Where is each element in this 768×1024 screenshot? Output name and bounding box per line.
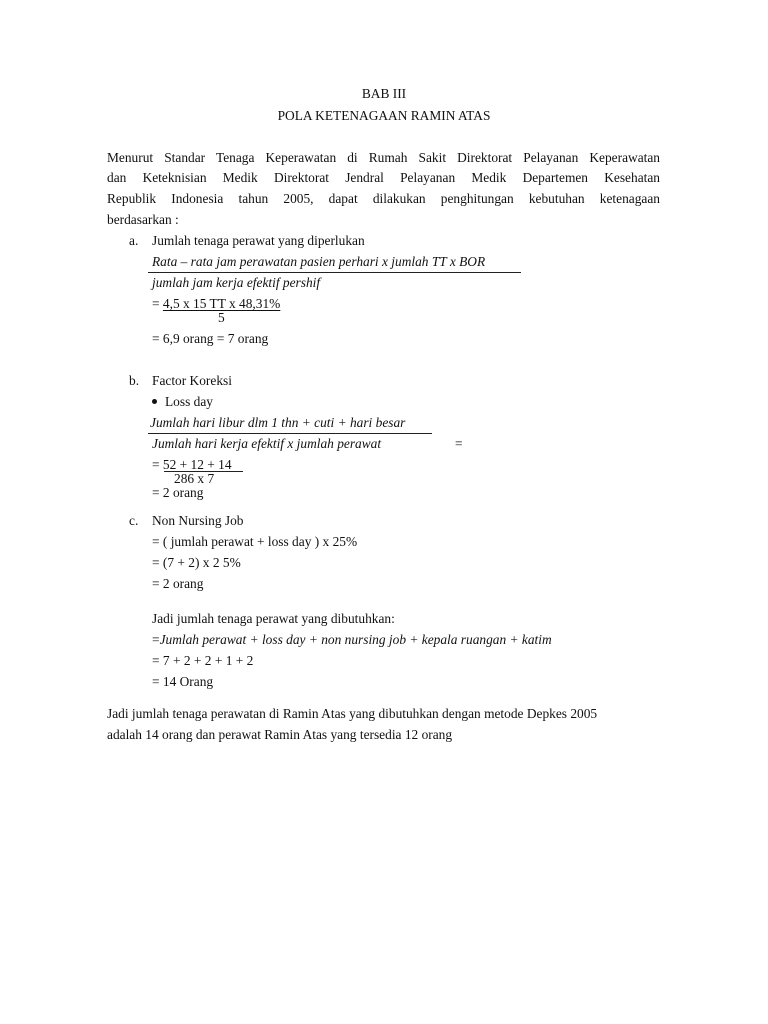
section-b-result: = 2 orang (152, 485, 204, 500)
total-formula (152, 632, 552, 648)
section-c-line-1: = ( jumlah perawat + loss day ) x 25% (152, 534, 358, 549)
section-b-bullet-item (152, 394, 213, 410)
total-sum: = 7 + 2 + 2 + 1 + 2 (152, 653, 254, 668)
section-c-line-3: = 2 orang (152, 576, 204, 591)
intro-line-4: berdasarkan : (107, 212, 179, 227)
chapter-label: BAB III (361, 86, 407, 101)
page-title: POLA KETENAGAAN RAMIN ATAS (277, 108, 491, 123)
section-b-denominator: Jumlah hari kerja efektif x jumlah perawat (152, 436, 382, 451)
section-c-marker: c. (129, 513, 139, 528)
section-a-calc-prefix: = (152, 296, 163, 311)
section-b-marker: b. (129, 373, 140, 388)
conclusion-line-2: adalah 14 orang dan perawat Ramin Atas yang tersedia 12 orang (107, 727, 453, 742)
section-a-numerator: Rata – rata jam perawatan pasien perhari x jumlah TT x BOR (152, 254, 486, 269)
section-a-title: Jumlah tenaga perawat yang diperlukan (152, 233, 365, 248)
bullet-dot-icon (152, 399, 157, 404)
total-formula-prefix: = (152, 632, 160, 647)
section-c-line-2: = (7 + 2) x 2 5% (152, 555, 241, 570)
intro-line-1: Menurut Standar Tenaga Keperawatan di Rumah Sakit Direktorat Pelayanan Keperawatan (107, 150, 660, 165)
section-b-fraction-bar (148, 433, 432, 434)
total-result: = 14 Orang (152, 674, 214, 689)
total-title: Jadi jumlah tenaga perawat yang dibutuhkan: (152, 611, 395, 626)
intro-line-2: dan Keteknisian Medik Direktorat Jendral Pelayanan Medik Departemen Kesehatan (107, 170, 660, 185)
section-c-title: Non Nursing Job (152, 513, 244, 528)
intro-line-3: Republik Indonesia tahun 2005, dapat dilakukan penghitungan kebutuhan ketenagaan (107, 191, 660, 206)
section-a-marker: a. (129, 233, 139, 248)
section-b-numerator: Jumlah hari libur dlm 1 thn + cuti + hari besar (150, 415, 406, 430)
section-a-calc-numerator: 4,5 x 15 TT x 48,31% (162, 296, 281, 311)
section-b-equals: = (455, 436, 463, 451)
section-a-fraction-bar (148, 272, 521, 273)
section-a-result: = 6,9 orang = 7 orang (152, 331, 269, 346)
section-b-calc-numerator: 52 + 12 + 14 (162, 457, 232, 472)
total-formula-text: Jumlah perawat + loss day + non nursing job + kepala ruangan + katim (159, 632, 552, 647)
section-b-calc-prefix: = (152, 457, 163, 472)
section-a-calc (152, 296, 280, 312)
section-a-denominator: jumlah jam kerja efektif pershif (152, 275, 321, 290)
section-b-bullet-label: Loss day (165, 394, 213, 409)
conclusion-line-1: Jadi jumlah tenaga perawatan di Ramin Atas yang dibutuhkan dengan metode Depkes 2005 (107, 706, 598, 721)
section-b-title: Factor Koreksi (152, 373, 232, 388)
section-b-calc-denominator: 286 x 7 (174, 471, 215, 486)
section-a-calc-denominator: 5 (218, 310, 225, 325)
